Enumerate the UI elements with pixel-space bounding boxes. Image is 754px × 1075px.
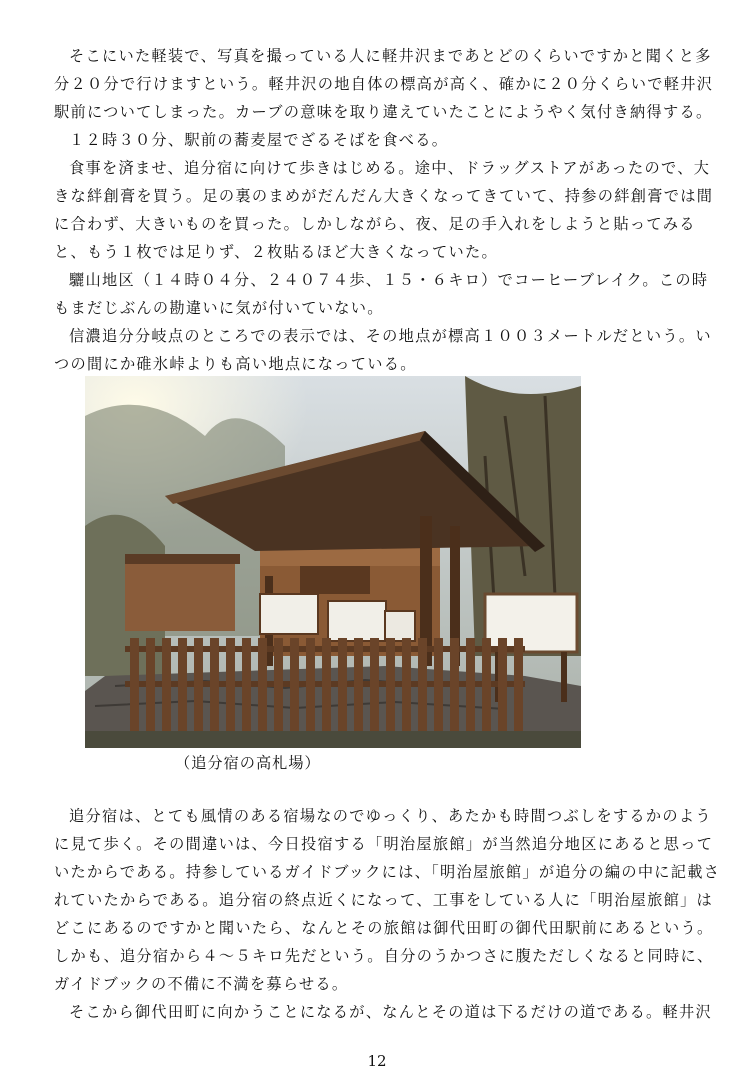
text-line: つの間にか碓氷峠よりも高い地点になっている。	[54, 355, 417, 373]
text-line: に合わず、大きいものを買った。しかしながら、夜、足の手入れをしようと貼ってみる	[54, 215, 696, 233]
text-line: 驪山地区（１４時０４分、２４０７４歩、１５・６キロ）でコーヒーブレイク。この時	[69, 271, 709, 289]
text-line: いたからである。持参しているガイドブックには、「明治屋旅館」が追分の編の中に記載さ	[54, 863, 721, 881]
text-line: しかも、追分宿から４～５キロ先だという。自分のうかつさに腹ただしくなると同時に、	[54, 947, 714, 965]
text-line: そこから御代田町に向かうことになるが、なんとその道は下るだけの道である。軽井沢	[69, 1003, 713, 1021]
text-line: れていたからである。追分宿の終点近くになって、工事をしている人に「明治屋旅館」は	[54, 891, 714, 909]
text-line: に見て歩く。その間違いは、今日投宿する「明治屋旅館」が当然追分地区にあると思って	[54, 835, 714, 853]
text-line: そこにいた軽装で、写真を撮っている人に軽井沢まであとどのくらいですかと聞くと多	[69, 47, 712, 65]
text-line: 駅前についてしまった。カーブの意味を取り違えていたことにようやく気付き納得する。	[54, 103, 713, 121]
photo-kosatsuba	[85, 376, 581, 748]
text-line: 信濃追分分岐点のところでの表示では、その地点が標高１００３メートルだという。い	[69, 327, 712, 345]
text-line: きな絆創膏を買う。足の裏のまめがだんだん大きくなってきていて、持参の絆創膏では間	[54, 187, 714, 205]
text-line: 食事を済ませ、追分宿に向けて歩きはじめる。途中、ドラッグストアがあったので、大	[69, 159, 711, 177]
text-line: 追分宿は、とても風情のある宿場なのでゆっくり、あたかも時間つぶしをするかのよう	[69, 807, 712, 825]
text-line: もまだじぶんの勘違いに気が付いていない。	[54, 299, 384, 317]
text-line: 分２０分で行けますという。軽井沢の地自体の標高が高く、確かに２０分くらいで軽井沢	[54, 75, 714, 93]
photo-caption: （追分宿の高札場）	[175, 754, 321, 772]
page-number: 12	[367, 1052, 387, 1070]
text-line: と、もう１枚では足りず、２枚貼るほど大きくなっていた。	[54, 243, 498, 261]
text-line: １２時３０分、駅前の蕎麦屋でざるそばを食べる。	[69, 131, 449, 149]
text-line: どこにあるのですかと聞いたら、なんとその旅館は御代田町の御代田駅前にあるという。	[54, 919, 714, 937]
text-line: ガイドブックの不備に不満を募らせる。	[54, 975, 349, 993]
